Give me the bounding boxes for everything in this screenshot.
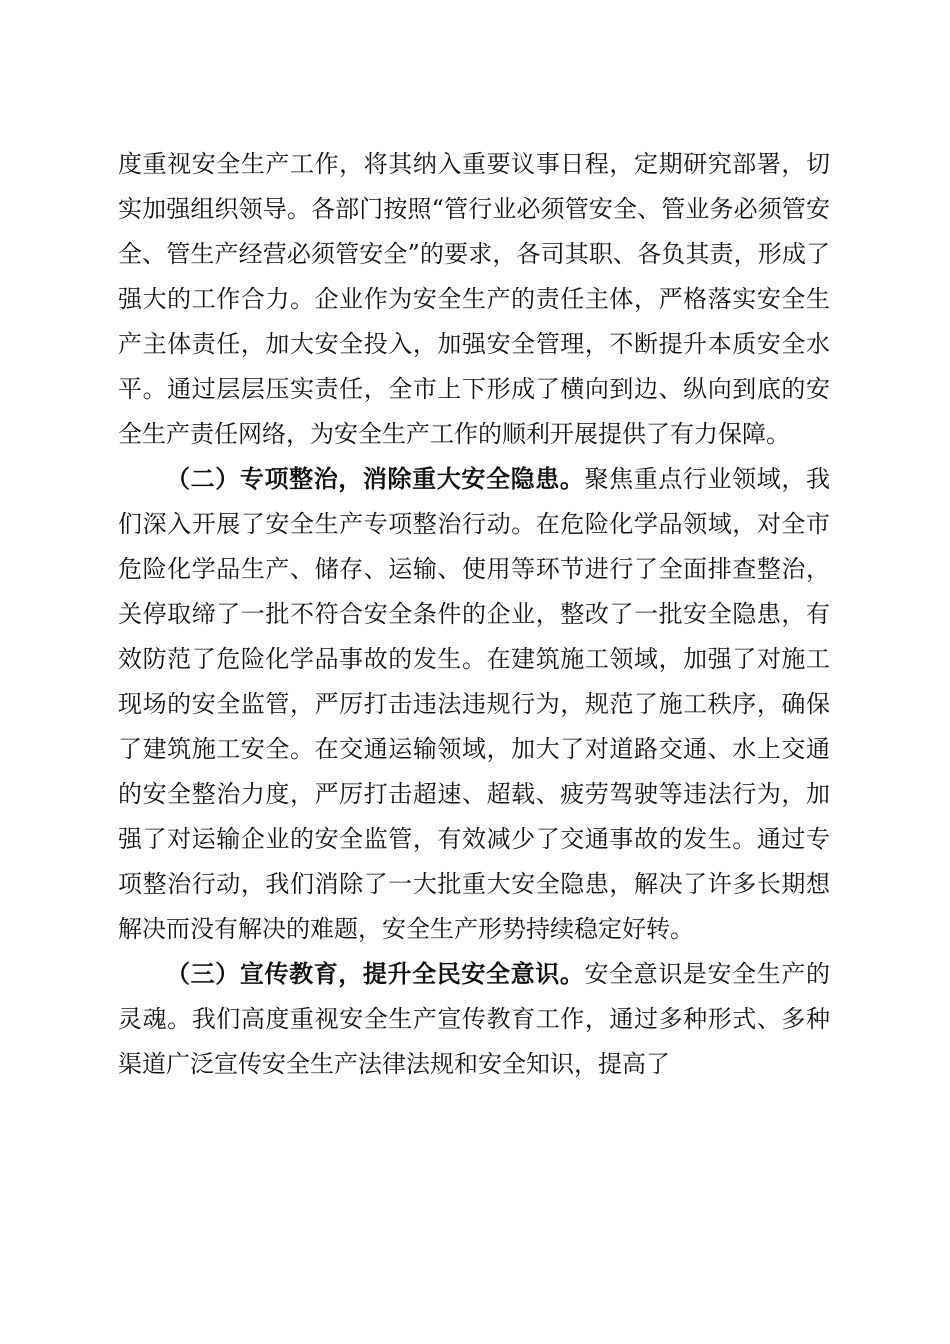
document-body: [118, 142, 830, 1087]
section-heading-2: （二）专项整治，消除重大安全隐患。: [166, 465, 585, 493]
paragraph-1: [118, 142, 830, 457]
paragraph-1-text: 度重视安全生产工作，将其纳入重要议事日程，定期研究部署，切实加强组织领导。各部门按照“管行业必须管安全、管业务必须管安全、管生产经营必须管安全”的要求，各司其职、各负其责，形成了强大的工作合力。企业作为安全生产的责任主体，严格落实安全生产主体责任，加大安全投入，加强安全管理，不断提升本质安全水平。通过层层压实责任，全市上下形成了横向到边、纵向到底的安全生产责任网络，为安全生产工作的顺利开展提供了有力保障。: [118, 150, 830, 448]
paragraph-3: [118, 952, 830, 1087]
paragraph-2-text: 聚焦重点行业领域，我们深入开展了安全生产专项整治行动。在危险化学品领域，对全市危险化学品生产、储存、运输、使用等环节进行了全面排查整治，关停取缔了一批不符合安全条件的企业，整改了一批安全隐患，有效防范了危险化学品事故的发生。在建筑施工领域，加强了对施工现场的安全监管，严厉打击违法违规行为，规范了施工秩序，确保了建筑施工安全。在交通运输领域，加大了对道路交通、水上交通的安全整治力度，严厉打击超速、超载、疲劳驾驶等违法行为，加强了对运输企业的安全监管，有效减少了交通事故的发生。通过专项整治行动，我们消除了一大批重大安全隐患，解决了许多长期想解决而没有解决的难题，安全生产形势持续稳定好转。: [118, 465, 831, 943]
section-heading-3: （三）宣传教育，提升全民安全意识。: [166, 960, 585, 988]
paragraph-2: [118, 457, 830, 952]
paragraph-3-text: 安全意识是安全生产的灵魂。我们高度重视安全生产宣传教育工作，通过多种形式、多种渠道广泛宣传安全生产法律法规和安全知识，提高了: [118, 960, 831, 1078]
